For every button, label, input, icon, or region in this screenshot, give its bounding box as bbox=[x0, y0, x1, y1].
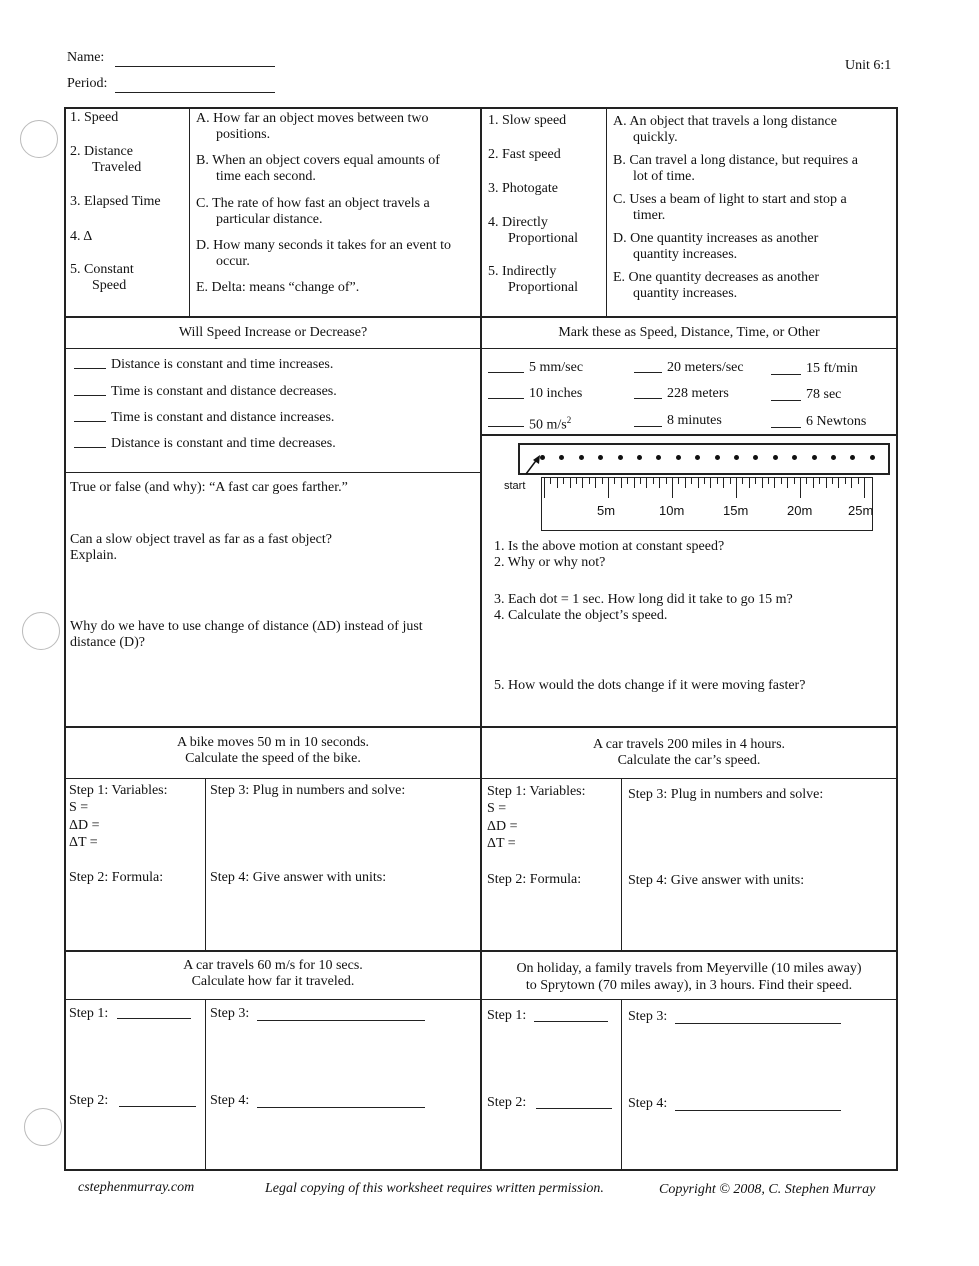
problem4-line1: On holiday, a family travels from Meyerville (10 miles away) bbox=[516, 961, 862, 976]
mark-item-4: 10 inches bbox=[529, 386, 583, 401]
ruler-tick bbox=[864, 478, 865, 498]
mark-title: Mark these as Speed, Distance, Time, or Other bbox=[558, 325, 820, 340]
ruler-subtick bbox=[576, 478, 577, 484]
ruler-subtick bbox=[781, 478, 782, 484]
unit-label: Unit 6:1 bbox=[845, 58, 892, 73]
ruler-tick bbox=[787, 478, 788, 488]
problem1-t: ΔT = bbox=[69, 835, 98, 850]
mark-blank-9[interactable] bbox=[771, 413, 801, 428]
mark-item-2: 20 meters/sec bbox=[667, 360, 744, 375]
ruler-tick bbox=[813, 478, 814, 488]
mark-blank-3[interactable] bbox=[771, 360, 801, 375]
speed-change-item-1: Distance is constant and time increases. bbox=[111, 357, 334, 372]
ruler-tick bbox=[851, 478, 852, 488]
term-indirectly-cont: Proportional bbox=[508, 280, 578, 295]
problem4-step1: Step 1: bbox=[487, 1008, 527, 1023]
ruler-subtick bbox=[691, 478, 692, 484]
speed-change-item-2: Time is constant and distance decreases. bbox=[111, 384, 337, 399]
ruler-tick bbox=[595, 478, 596, 488]
motion-dot bbox=[715, 455, 720, 460]
problem3-step3: Step 3: bbox=[210, 1006, 250, 1021]
ruler-tick bbox=[736, 478, 737, 498]
ruler-subtick bbox=[602, 478, 603, 484]
mark-item-1: 5 mm/sec bbox=[529, 360, 584, 375]
problem4-step2-blank[interactable] bbox=[536, 1094, 612, 1109]
def-e: E. Delta: means “change of”. bbox=[196, 280, 360, 295]
problem3-line2: Calculate how far it traveled. bbox=[191, 974, 355, 989]
speed-change-item-4: Distance is constant and time decreases. bbox=[111, 436, 336, 451]
question-constant-speed: 1. Is the above motion at constant speed? bbox=[494, 539, 725, 554]
problem3-step4-blank[interactable] bbox=[257, 1093, 425, 1108]
question-object-speed: 4. Calculate the object’s speed. bbox=[494, 608, 668, 623]
motion-dot bbox=[870, 455, 875, 460]
ruler-subtick bbox=[717, 478, 718, 484]
ruler-tick bbox=[621, 478, 622, 488]
term-directly-cont: Proportional bbox=[508, 231, 578, 246]
ruler-tick bbox=[608, 478, 609, 498]
mark-blank-7[interactable] bbox=[488, 412, 524, 427]
def2-c: C. Uses a beam of light to start and stop a bbox=[613, 192, 847, 207]
problem3-step3-blank[interactable] bbox=[257, 1006, 425, 1021]
problem2-t: ΔT = bbox=[487, 836, 516, 851]
motion-dot bbox=[579, 455, 584, 460]
problem4-step4-blank[interactable] bbox=[675, 1096, 841, 1111]
problem1-step3: Step 3: Plug in numbers and solve: bbox=[210, 783, 406, 798]
mark-item-7: 50 $m/s^2$ bbox=[529, 415, 572, 433]
scale-label-20m: 20m bbox=[787, 503, 813, 518]
def-a-cont: positions. bbox=[216, 127, 271, 142]
ruler-tick bbox=[570, 478, 571, 488]
problem1-s: S = bbox=[69, 800, 89, 815]
problem4-step4: Step 4: bbox=[628, 1096, 668, 1111]
problem2-line2: Calculate the car’s speed. bbox=[617, 753, 761, 768]
question-each-dot: 3. Each dot = 1 sec. How long did it take to go 15 m? bbox=[494, 592, 793, 607]
ruler-subtick bbox=[845, 478, 846, 484]
ruler-tick bbox=[774, 478, 775, 488]
term-slow-speed: 1. Slow speed bbox=[488, 113, 567, 128]
ruler bbox=[541, 477, 873, 531]
ruler-tick bbox=[634, 478, 635, 488]
mark-blank-6[interactable] bbox=[771, 386, 801, 401]
def2-b: B. Can travel a long distance, but requires a bbox=[613, 153, 858, 168]
motion-dot bbox=[812, 455, 817, 460]
problem4-step3-blank[interactable] bbox=[675, 1009, 841, 1024]
ruler-tick bbox=[723, 478, 724, 488]
ruler-tick bbox=[826, 478, 827, 488]
binder-hole-middle bbox=[22, 612, 60, 650]
ruler-subtick bbox=[806, 478, 807, 484]
term-elapsed-time: 3. Elapsed Time bbox=[70, 194, 161, 209]
ruler-tick bbox=[544, 478, 545, 498]
ruler-subtick bbox=[832, 478, 833, 484]
footer-copyright: Copyright © 2008, C. Stephen Murray bbox=[659, 1182, 876, 1197]
ruler-tick bbox=[710, 478, 711, 488]
mark-blank-1[interactable] bbox=[488, 358, 524, 373]
binder-hole-bottom bbox=[24, 1108, 62, 1146]
start-label: start bbox=[504, 480, 526, 492]
ruler-subtick bbox=[678, 478, 679, 484]
ruler-subtick bbox=[666, 478, 667, 484]
period-label: Period: bbox=[67, 76, 108, 91]
problem4-line2: to Sprytown (70 miles away), in 3 hours. Find their speed. bbox=[525, 978, 853, 993]
term-distance: 2. Distance bbox=[70, 144, 133, 159]
scale-label-15m: 15m bbox=[723, 503, 749, 518]
def2-b-cont: lot of time. bbox=[633, 169, 695, 184]
problem3-step1: Step 1: bbox=[69, 1006, 109, 1021]
problem2-step3: Step 3: Plug in numbers and solve: bbox=[628, 787, 824, 802]
speed-change-blank-1[interactable] bbox=[74, 354, 106, 369]
motion-dot bbox=[618, 455, 623, 460]
ruler-tick bbox=[659, 478, 660, 488]
scale-label-10m: 10m bbox=[659, 503, 685, 518]
def-b: B. When an object covers equal amounts of bbox=[196, 153, 440, 168]
ruler-tick bbox=[685, 478, 686, 488]
scale-label-5m: 5m bbox=[597, 503, 616, 518]
term-speed: 1. Speed bbox=[70, 110, 119, 125]
ruler-subtick bbox=[614, 478, 615, 484]
mark-item-8: 8 minutes bbox=[667, 413, 722, 428]
question-delta-d: Why do we have to use change of distance (ΔD) instead of just bbox=[70, 619, 423, 634]
question-dots-faster: 5. How would the dots change if it were moving faster? bbox=[494, 678, 806, 693]
ruler-tick bbox=[749, 478, 750, 488]
mark-item-9: 6 Newtons bbox=[806, 414, 867, 429]
problem2-step2: Step 2: Formula: bbox=[487, 872, 582, 887]
term-fast-speed: 2. Fast speed bbox=[488, 147, 561, 162]
problem1-step1: Step 1: Variables: bbox=[69, 783, 168, 798]
ruler-subtick bbox=[704, 478, 705, 484]
problem1-d: ΔD = bbox=[69, 818, 100, 833]
def2-e: E. One quantity decreases as another bbox=[613, 270, 820, 285]
ruler-subtick bbox=[730, 478, 731, 484]
period-blank[interactable] bbox=[115, 78, 275, 93]
def2-c-cont: timer. bbox=[633, 208, 666, 223]
problem3-step1-blank[interactable] bbox=[117, 1004, 191, 1019]
def-a: A. How far an object moves between two bbox=[196, 111, 429, 126]
speed-change-blank-4[interactable] bbox=[74, 433, 106, 448]
problem2-step4: Step 4: Give answer with units: bbox=[628, 873, 805, 888]
ruler-tick bbox=[672, 478, 673, 498]
mark-blank-2[interactable] bbox=[634, 358, 662, 373]
motion-dot bbox=[773, 455, 778, 460]
problem4-step1-blank[interactable] bbox=[534, 1007, 608, 1022]
ruler-tick bbox=[838, 478, 839, 488]
speed-change-title: Will Speed Increase or Decrease? bbox=[178, 325, 368, 340]
binder-hole-top bbox=[20, 120, 58, 158]
term-distance-cont: Traveled bbox=[92, 160, 142, 175]
def-b-cont: time each second. bbox=[216, 169, 316, 184]
ruler-tick bbox=[646, 478, 647, 488]
ruler-subtick bbox=[858, 478, 859, 484]
term-directly: 4. Directly bbox=[488, 215, 548, 230]
speed-change-blank-2[interactable] bbox=[74, 381, 106, 396]
def-c: C. The rate of how fast an object travels a bbox=[196, 196, 430, 211]
ruler-subtick bbox=[794, 478, 795, 484]
ruler-subtick bbox=[550, 478, 551, 484]
ruler-tick bbox=[698, 478, 699, 488]
mark-blank-5[interactable] bbox=[634, 384, 662, 399]
def2-e-cont: quantity increases. bbox=[633, 286, 738, 301]
ruler-subtick bbox=[640, 478, 641, 484]
problem4-step3: Step 3: bbox=[628, 1009, 668, 1024]
term-constant: 5. Constant bbox=[70, 262, 134, 277]
ruler-ticks bbox=[542, 478, 872, 500]
ruler-tick bbox=[800, 478, 801, 498]
ruler-subtick bbox=[627, 478, 628, 484]
problem2-step1: Step 1: Variables: bbox=[487, 784, 586, 799]
footer-legal: Legal copying of this worksheet requires written permission. bbox=[265, 1181, 604, 1196]
mark-item-3: 15 ft/min bbox=[806, 361, 858, 376]
problem3-line1: A car travels 60 m/s for 10 secs. bbox=[183, 958, 363, 973]
motion-dot bbox=[831, 455, 836, 460]
def2-a: A. An object that travels a long distance bbox=[613, 114, 837, 129]
ruler-subtick bbox=[755, 478, 756, 484]
problem1-line1: A bike moves 50 m in 10 seconds. bbox=[176, 735, 370, 750]
def-d-cont: occur. bbox=[216, 254, 250, 269]
problem2-s: S = bbox=[487, 801, 507, 816]
problem1-step2: Step 2: Formula: bbox=[69, 870, 164, 885]
motion-dot bbox=[734, 455, 739, 460]
def2-d-cont: quantity increases. bbox=[633, 247, 738, 262]
mark-item-6: 78 sec bbox=[806, 387, 842, 402]
ruler-tick bbox=[762, 478, 763, 488]
motion-dot bbox=[676, 455, 681, 460]
question-slow-object: Can a slow object travel as far as a fast object? bbox=[70, 532, 333, 547]
ruler-subtick bbox=[768, 478, 769, 484]
mark-blank-8[interactable] bbox=[634, 412, 662, 427]
question-delta-d-cont: distance (D)? bbox=[70, 635, 146, 650]
question-slow-object-explain: Explain. bbox=[70, 548, 118, 563]
term-delta: 4. Δ bbox=[70, 229, 93, 244]
mark-item-5: 228 meters bbox=[667, 386, 729, 401]
name-label: Name: bbox=[67, 50, 105, 65]
def2-a-cont: quickly. bbox=[633, 130, 678, 145]
speed-change-blank-3[interactable] bbox=[74, 407, 106, 422]
term-photogate: 3. Photogate bbox=[488, 181, 558, 196]
def-d: D. How many seconds it takes for an event to bbox=[196, 238, 452, 253]
problem1-step4: Step 4: Give answer with units: bbox=[210, 870, 387, 885]
motion-dot bbox=[637, 455, 642, 460]
def-c-cont: particular distance. bbox=[216, 212, 323, 227]
scale-label-25m: 25m bbox=[848, 503, 874, 518]
problem2-d: ΔD = bbox=[487, 819, 518, 834]
ruler-subtick bbox=[589, 478, 590, 484]
ruler-tick bbox=[582, 478, 583, 488]
ruler-subtick bbox=[819, 478, 820, 484]
problem4-step2: Step 2: bbox=[487, 1095, 527, 1110]
name-blank[interactable] bbox=[115, 52, 275, 67]
problem2-line1: A car travels 200 miles in 4 hours. bbox=[592, 737, 786, 752]
term-indirectly: 5. Indirectly bbox=[488, 264, 557, 279]
problem3-step2-blank[interactable] bbox=[119, 1092, 196, 1107]
question-why: 2. Why or why not? bbox=[494, 555, 606, 570]
mark-blank-4[interactable] bbox=[488, 384, 524, 399]
footer-site: cstephenmurray.com bbox=[78, 1180, 195, 1195]
start-arrow-icon bbox=[520, 454, 550, 478]
question-fast-car: True or false (and why): “A fast car goes farther.” bbox=[70, 480, 348, 495]
def2-d: D. One quantity increases as another bbox=[613, 231, 819, 246]
problem1-line2: Calculate the speed of the bike. bbox=[185, 751, 361, 766]
ruler-subtick bbox=[653, 478, 654, 484]
term-constant-cont: Speed bbox=[92, 278, 127, 293]
problem3-step4: Step 4: bbox=[210, 1093, 250, 1108]
problem3-step2: Step 2: bbox=[69, 1093, 109, 1108]
ruler-subtick bbox=[563, 478, 564, 484]
ruler-subtick bbox=[742, 478, 743, 484]
speed-change-item-3: Time is constant and distance increases. bbox=[111, 410, 335, 425]
ruler-tick bbox=[557, 478, 558, 488]
